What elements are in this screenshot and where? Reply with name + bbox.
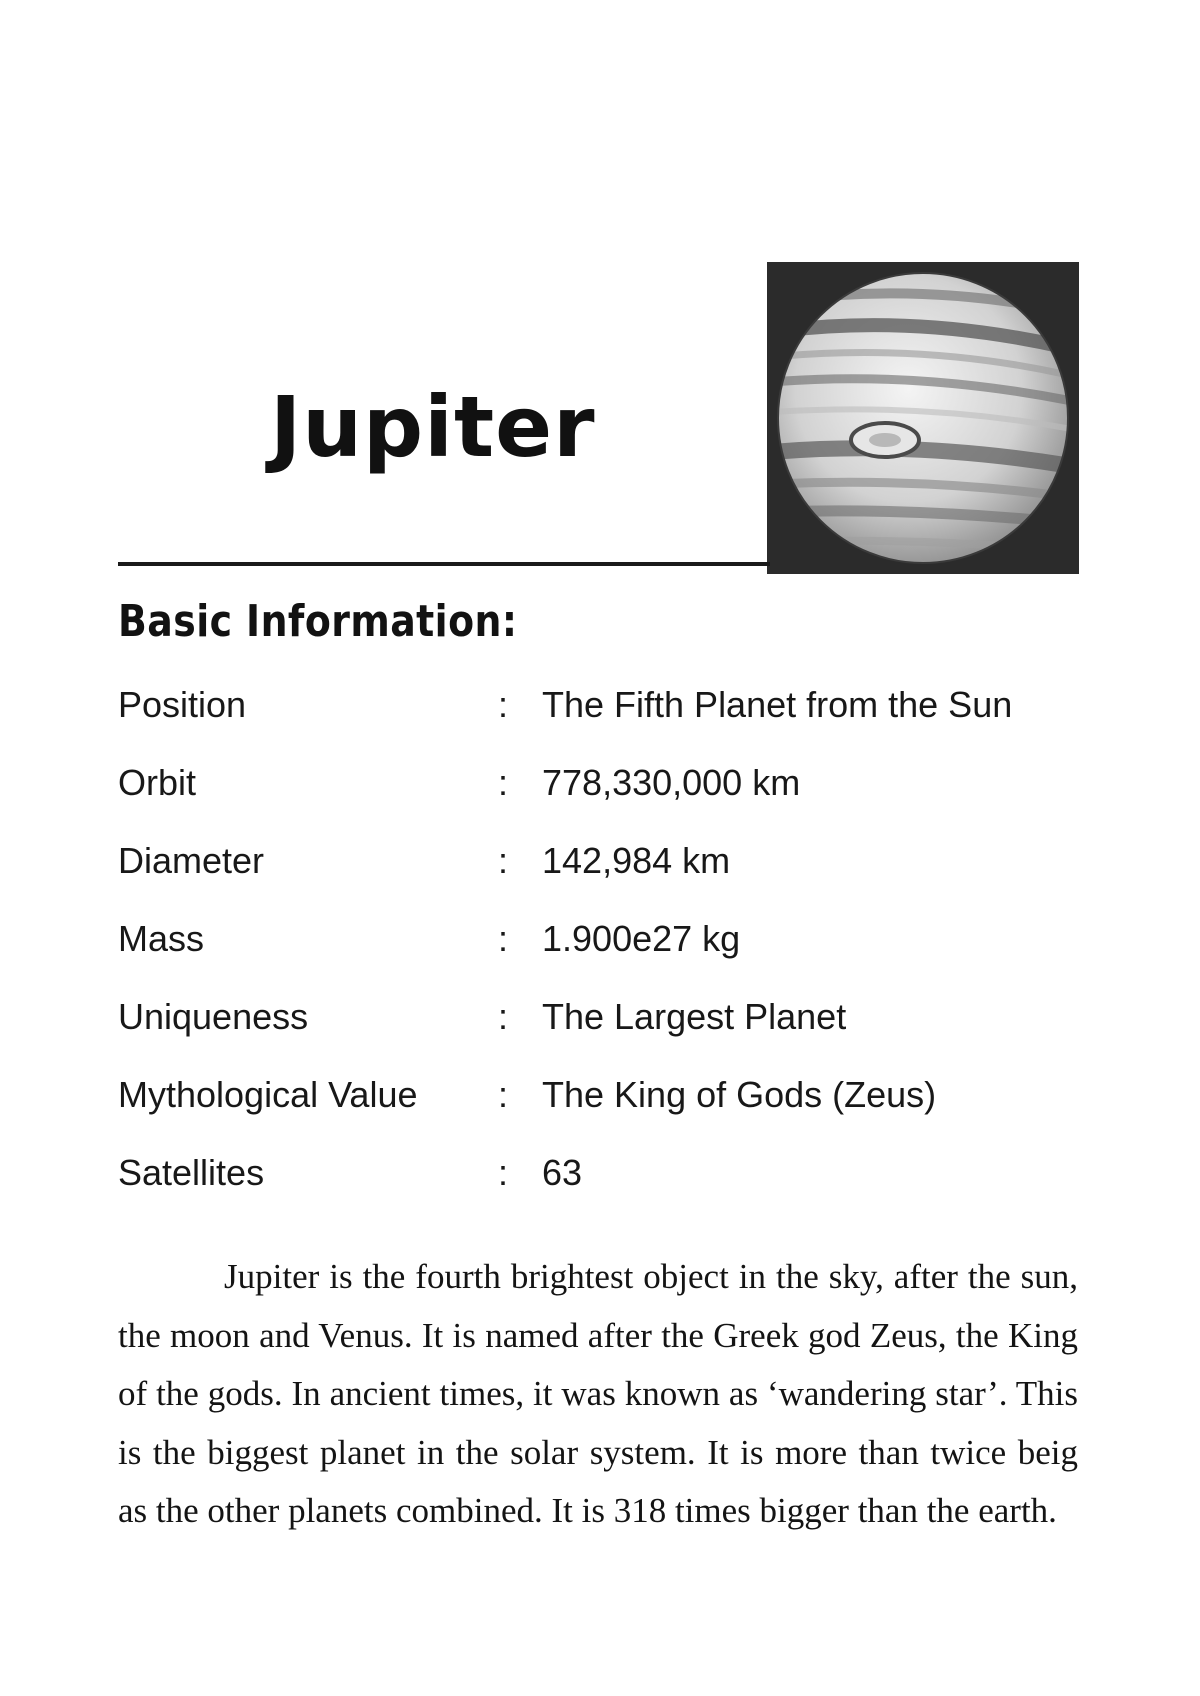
info-value: 778,330,000 km xyxy=(542,762,801,803)
info-row-satellites xyxy=(118,1152,1078,1230)
info-label: Uniqueness xyxy=(118,996,309,1037)
info-label: Mass xyxy=(118,918,205,959)
info-colon: : xyxy=(498,918,509,959)
info-colon: : xyxy=(498,684,509,725)
page-title: Jupiter xyxy=(270,378,596,476)
info-label: Position xyxy=(118,684,247,725)
description-paragraph: Jupiter is the fourth brightest object in the sky, after the sun, the moon and Venus. It is named after the Greek god Zeus, the King of the gods. In ancient times, it was known as ‘wandering star’. This is the biggest planet in the solar system. It is more than twice beig as the other planets combined. It is 318 times bigger than the earth. xyxy=(118,1257,1078,1530)
info-row-diameter xyxy=(118,840,1078,918)
info-value: 63 xyxy=(542,1152,583,1193)
info-label: Mythological Value xyxy=(118,1074,418,1115)
info-value: The King of Gods (Zeus) xyxy=(542,1074,937,1115)
info-row-mythological-value xyxy=(118,1074,1078,1152)
info-value: 1.900e27 kg xyxy=(542,918,741,959)
info-label: Satellites xyxy=(118,1152,265,1193)
info-colon: : xyxy=(498,1152,509,1193)
info-colon: : xyxy=(498,1074,509,1115)
info-row-mass xyxy=(118,918,1078,996)
info-value: 142,984 km xyxy=(542,840,731,881)
info-colon: : xyxy=(498,996,509,1037)
info-value: The Fifth Planet from the Sun xyxy=(542,684,1013,725)
info-colon: : xyxy=(498,840,509,881)
info-label: Orbit xyxy=(118,762,197,803)
info-row-orbit xyxy=(118,762,1078,840)
info-row-position xyxy=(118,684,1078,762)
info-value: The Largest Planet xyxy=(542,996,847,1037)
basic-info-table xyxy=(118,684,1078,1230)
info-label: Diameter xyxy=(118,840,265,881)
section-heading: Basic Information: xyxy=(118,596,518,647)
info-colon: : xyxy=(498,762,509,803)
title-divider xyxy=(118,562,770,566)
jupiter-planet-graphic xyxy=(767,262,1079,574)
jupiter-image xyxy=(767,262,1079,574)
info-row-uniqueness xyxy=(118,996,1078,1074)
